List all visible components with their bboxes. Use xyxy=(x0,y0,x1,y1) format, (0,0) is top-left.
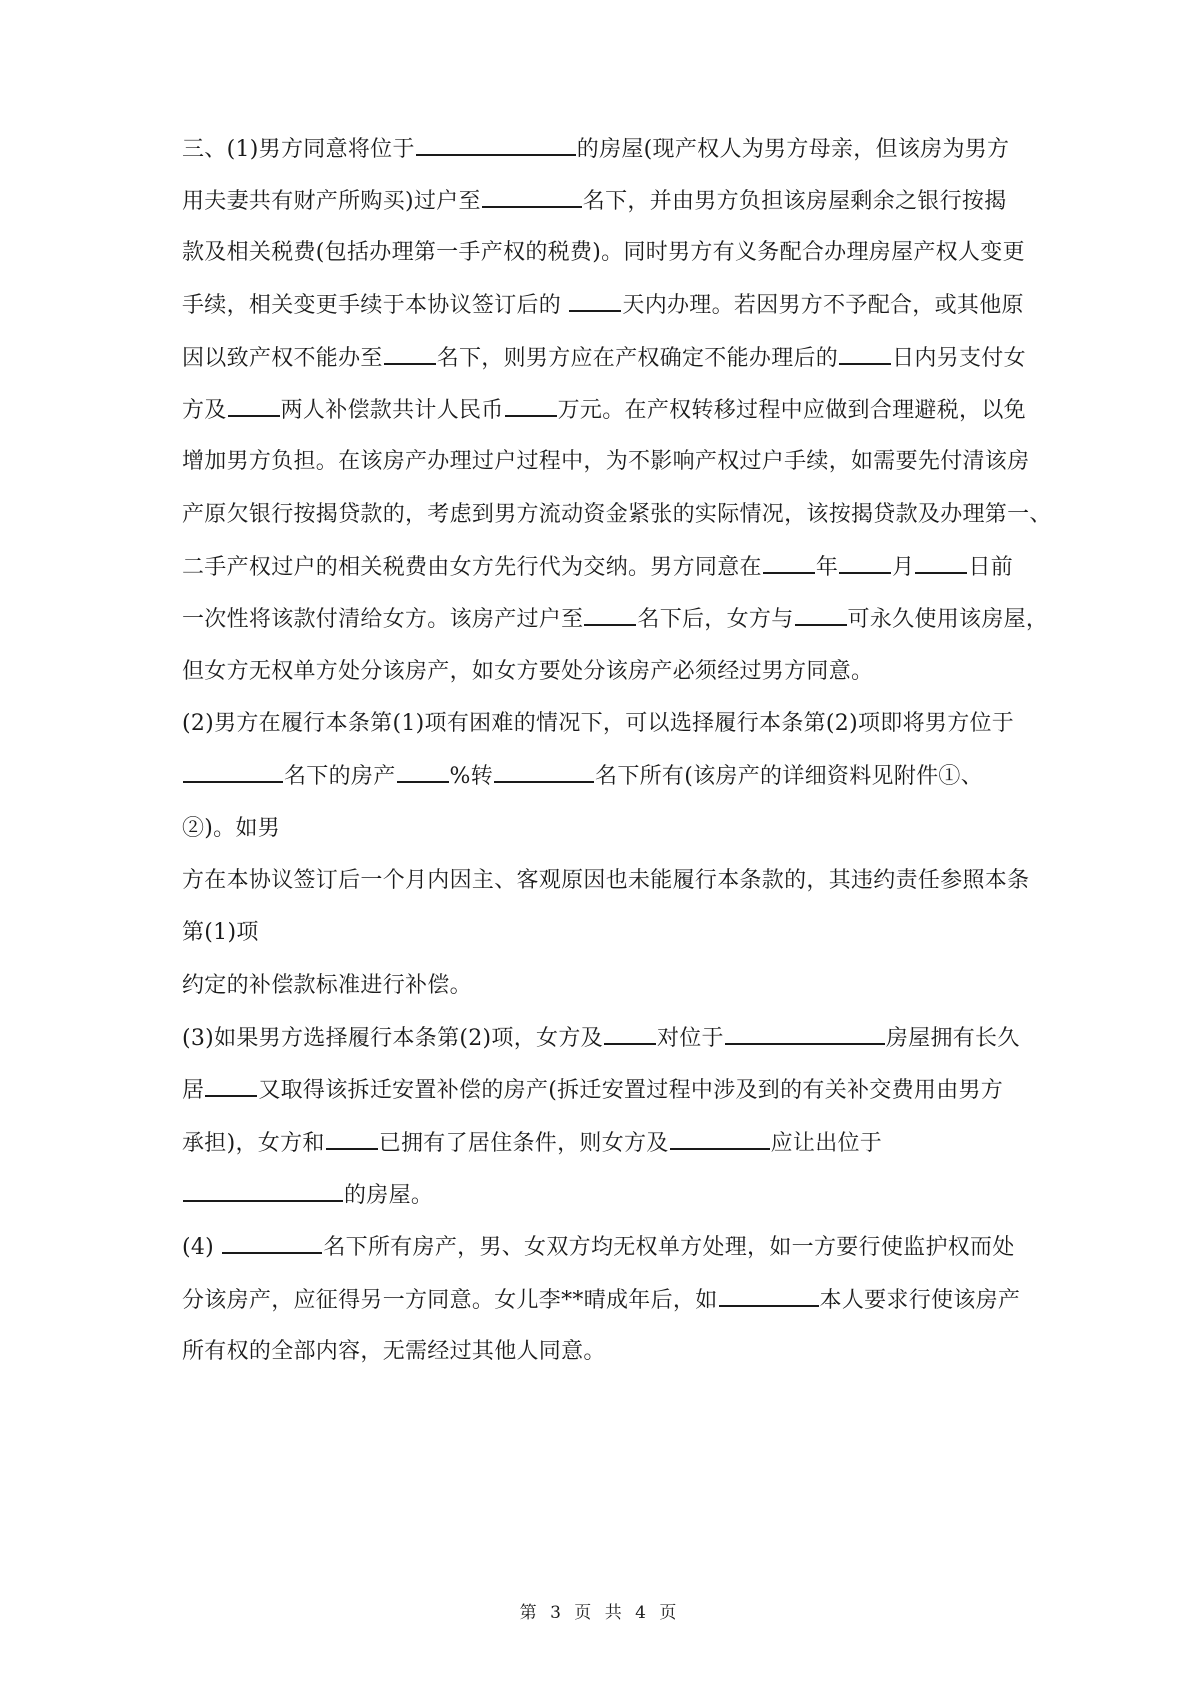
text-line xyxy=(182,971,1042,1001)
text-run: 因以致产权不能办至 xyxy=(182,346,383,371)
text-run: 月 xyxy=(892,555,915,580)
text-line xyxy=(182,395,1042,426)
text-line xyxy=(182,1232,1042,1263)
text-line xyxy=(182,814,1042,844)
text-run: 所有权的全部内容，无需经过其他人同意。 xyxy=(182,1339,606,1364)
fill-blank xyxy=(384,343,436,365)
fill-blank xyxy=(839,552,891,574)
text-run: 方及 xyxy=(182,398,227,423)
text-run: 产原欠银行按揭贷款的，考虑到男方流动资金紧张的实际情况，该按揭贷款及办理第一、 xyxy=(182,502,1052,527)
text-run: 第(1)项 xyxy=(182,920,259,945)
text-run: 两人补偿款共计人民币 xyxy=(280,398,504,423)
text-line xyxy=(182,709,1042,739)
text-run: 应让出位于 xyxy=(770,1131,883,1156)
text-line xyxy=(182,500,1052,530)
fill-blank xyxy=(763,552,815,574)
fill-blank xyxy=(183,761,283,783)
text-run: 已拥有了居住条件，则女方及 xyxy=(378,1131,669,1156)
text-run: 名下，则男方应在产权确定不能办理后的 xyxy=(436,346,839,371)
text-run: 手续，相关变更手续于本协议签订后的 xyxy=(182,293,569,318)
fill-blank xyxy=(915,552,967,574)
text-run: 约定的补偿款标准进行补偿。 xyxy=(182,973,472,998)
text-line xyxy=(182,552,1042,583)
text-line xyxy=(182,918,1042,948)
text-line xyxy=(182,761,1042,792)
text-run: 名下的房产 xyxy=(284,764,396,789)
text-line xyxy=(182,1337,1042,1367)
text-run: 用夫妻共有财产所购买)过户至 xyxy=(182,189,481,214)
text-run: 分该房产，应征得另一方同意。女儿李**晴成年后，如 xyxy=(182,1288,718,1313)
text-run: 房屋拥有长久 xyxy=(885,1026,1020,1051)
text-line xyxy=(182,1075,1042,1106)
text-run: 对位于 xyxy=(656,1026,724,1051)
fill-blank xyxy=(397,761,449,783)
text-run: 的房屋(现产权人为男方母亲，但该房为男方 xyxy=(576,137,1010,162)
fill-blank xyxy=(222,1232,322,1254)
text-run: 居 xyxy=(182,1078,205,1103)
fill-blank xyxy=(482,186,582,208)
text-run: 款及相关税费(包括办理第一手产权的税费)。同时男方有义务配合办理房屋产权人变更 xyxy=(182,240,1025,265)
text-run: 日内另支付女 xyxy=(892,346,1026,371)
fill-blank xyxy=(183,1180,343,1202)
text-run: 万元。在产权转移过程中应做到合理避税，以免 xyxy=(557,398,1026,423)
text-run: 二手产权过户的相关税费由女方先行代为交纳。男方同意在 xyxy=(182,555,762,580)
text-line xyxy=(182,290,1042,321)
text-run: 本人要求行使该房产 xyxy=(819,1288,1021,1313)
text-run: 名下后，女方与 xyxy=(637,607,794,632)
text-run: 承担)，女方和 xyxy=(182,1131,325,1156)
fill-blank xyxy=(670,1128,770,1150)
text-run: 增加男方负担。在该房产办理过户过程中，为不影响产权过户手续，如需要先付清该房 xyxy=(182,449,1030,474)
fill-blank xyxy=(839,343,891,365)
text-run: 名下所有房产，男、女双方均无权单方处理，如一方要行使监护权而处 xyxy=(323,1235,1015,1260)
text-run: 方在本协议签订后一个月内因主、客观原因也未能履行本条款的，其违约责任参照本条 xyxy=(182,868,1030,893)
fill-blank xyxy=(326,1128,378,1150)
text-run: 年 xyxy=(815,555,839,580)
text-line xyxy=(182,1128,1042,1159)
fill-blank xyxy=(416,134,576,156)
text-line xyxy=(182,134,1042,165)
text-run: (3)如果男方选择履行本条第(2)项，女方及 xyxy=(182,1026,603,1051)
text-run: ②)。如男 xyxy=(182,816,281,841)
fill-blank xyxy=(205,1075,257,1097)
text-line xyxy=(182,1180,1042,1211)
fill-blank xyxy=(725,1023,885,1045)
text-run: 日前 xyxy=(968,555,1014,580)
fill-blank xyxy=(569,290,621,312)
text-run: 的房屋。 xyxy=(344,1183,434,1208)
text-run: 名下所有(该房产的详细资料见附件①、 xyxy=(595,764,984,789)
text-run: 但女方无权单方处分该房产，如女方要处分该房产必须经过男方同意。 xyxy=(182,659,874,684)
fill-blank xyxy=(494,761,594,783)
fill-blank xyxy=(228,395,280,417)
text-run: 天内办理。若因男方不予配合，或其他原 xyxy=(622,293,1024,318)
text-line xyxy=(182,604,1049,635)
text-line xyxy=(182,447,1042,477)
text-line xyxy=(182,866,1042,896)
fill-blank xyxy=(719,1285,819,1307)
text-run: 三、(1)男方同意将位于 xyxy=(182,137,415,162)
text-run: %转 xyxy=(449,764,494,789)
text-run: 一次性将该款付清给女方。该房产过户至 xyxy=(182,607,584,632)
text-line xyxy=(182,657,1042,687)
text-line xyxy=(182,1285,1042,1316)
fill-blank xyxy=(505,395,557,417)
text-run: 又取得该拆迁安置补偿的房产(拆迁安置过程中涉及到的有关补交费用由男方 xyxy=(258,1078,1004,1103)
fill-blank xyxy=(584,604,636,626)
text-line xyxy=(182,238,1042,268)
text-run: 名下，并由男方负担该房屋剩余之银行按揭 xyxy=(582,189,1007,214)
fill-blank xyxy=(795,604,847,626)
text-run: (2)男方在履行本条第(1)项有困难的情况下，可以选择履行本条第(2)项即将男方位于 xyxy=(182,711,1015,736)
text-line xyxy=(182,1023,1042,1054)
fill-blank xyxy=(604,1023,656,1045)
text-line xyxy=(182,343,1042,374)
text-line xyxy=(182,186,1042,217)
text-run: (4) xyxy=(182,1235,222,1260)
text-run: 可永久使用该房屋， xyxy=(847,607,1049,632)
page-number-footer: 第 3 页 共 4 页 xyxy=(519,1603,681,1623)
